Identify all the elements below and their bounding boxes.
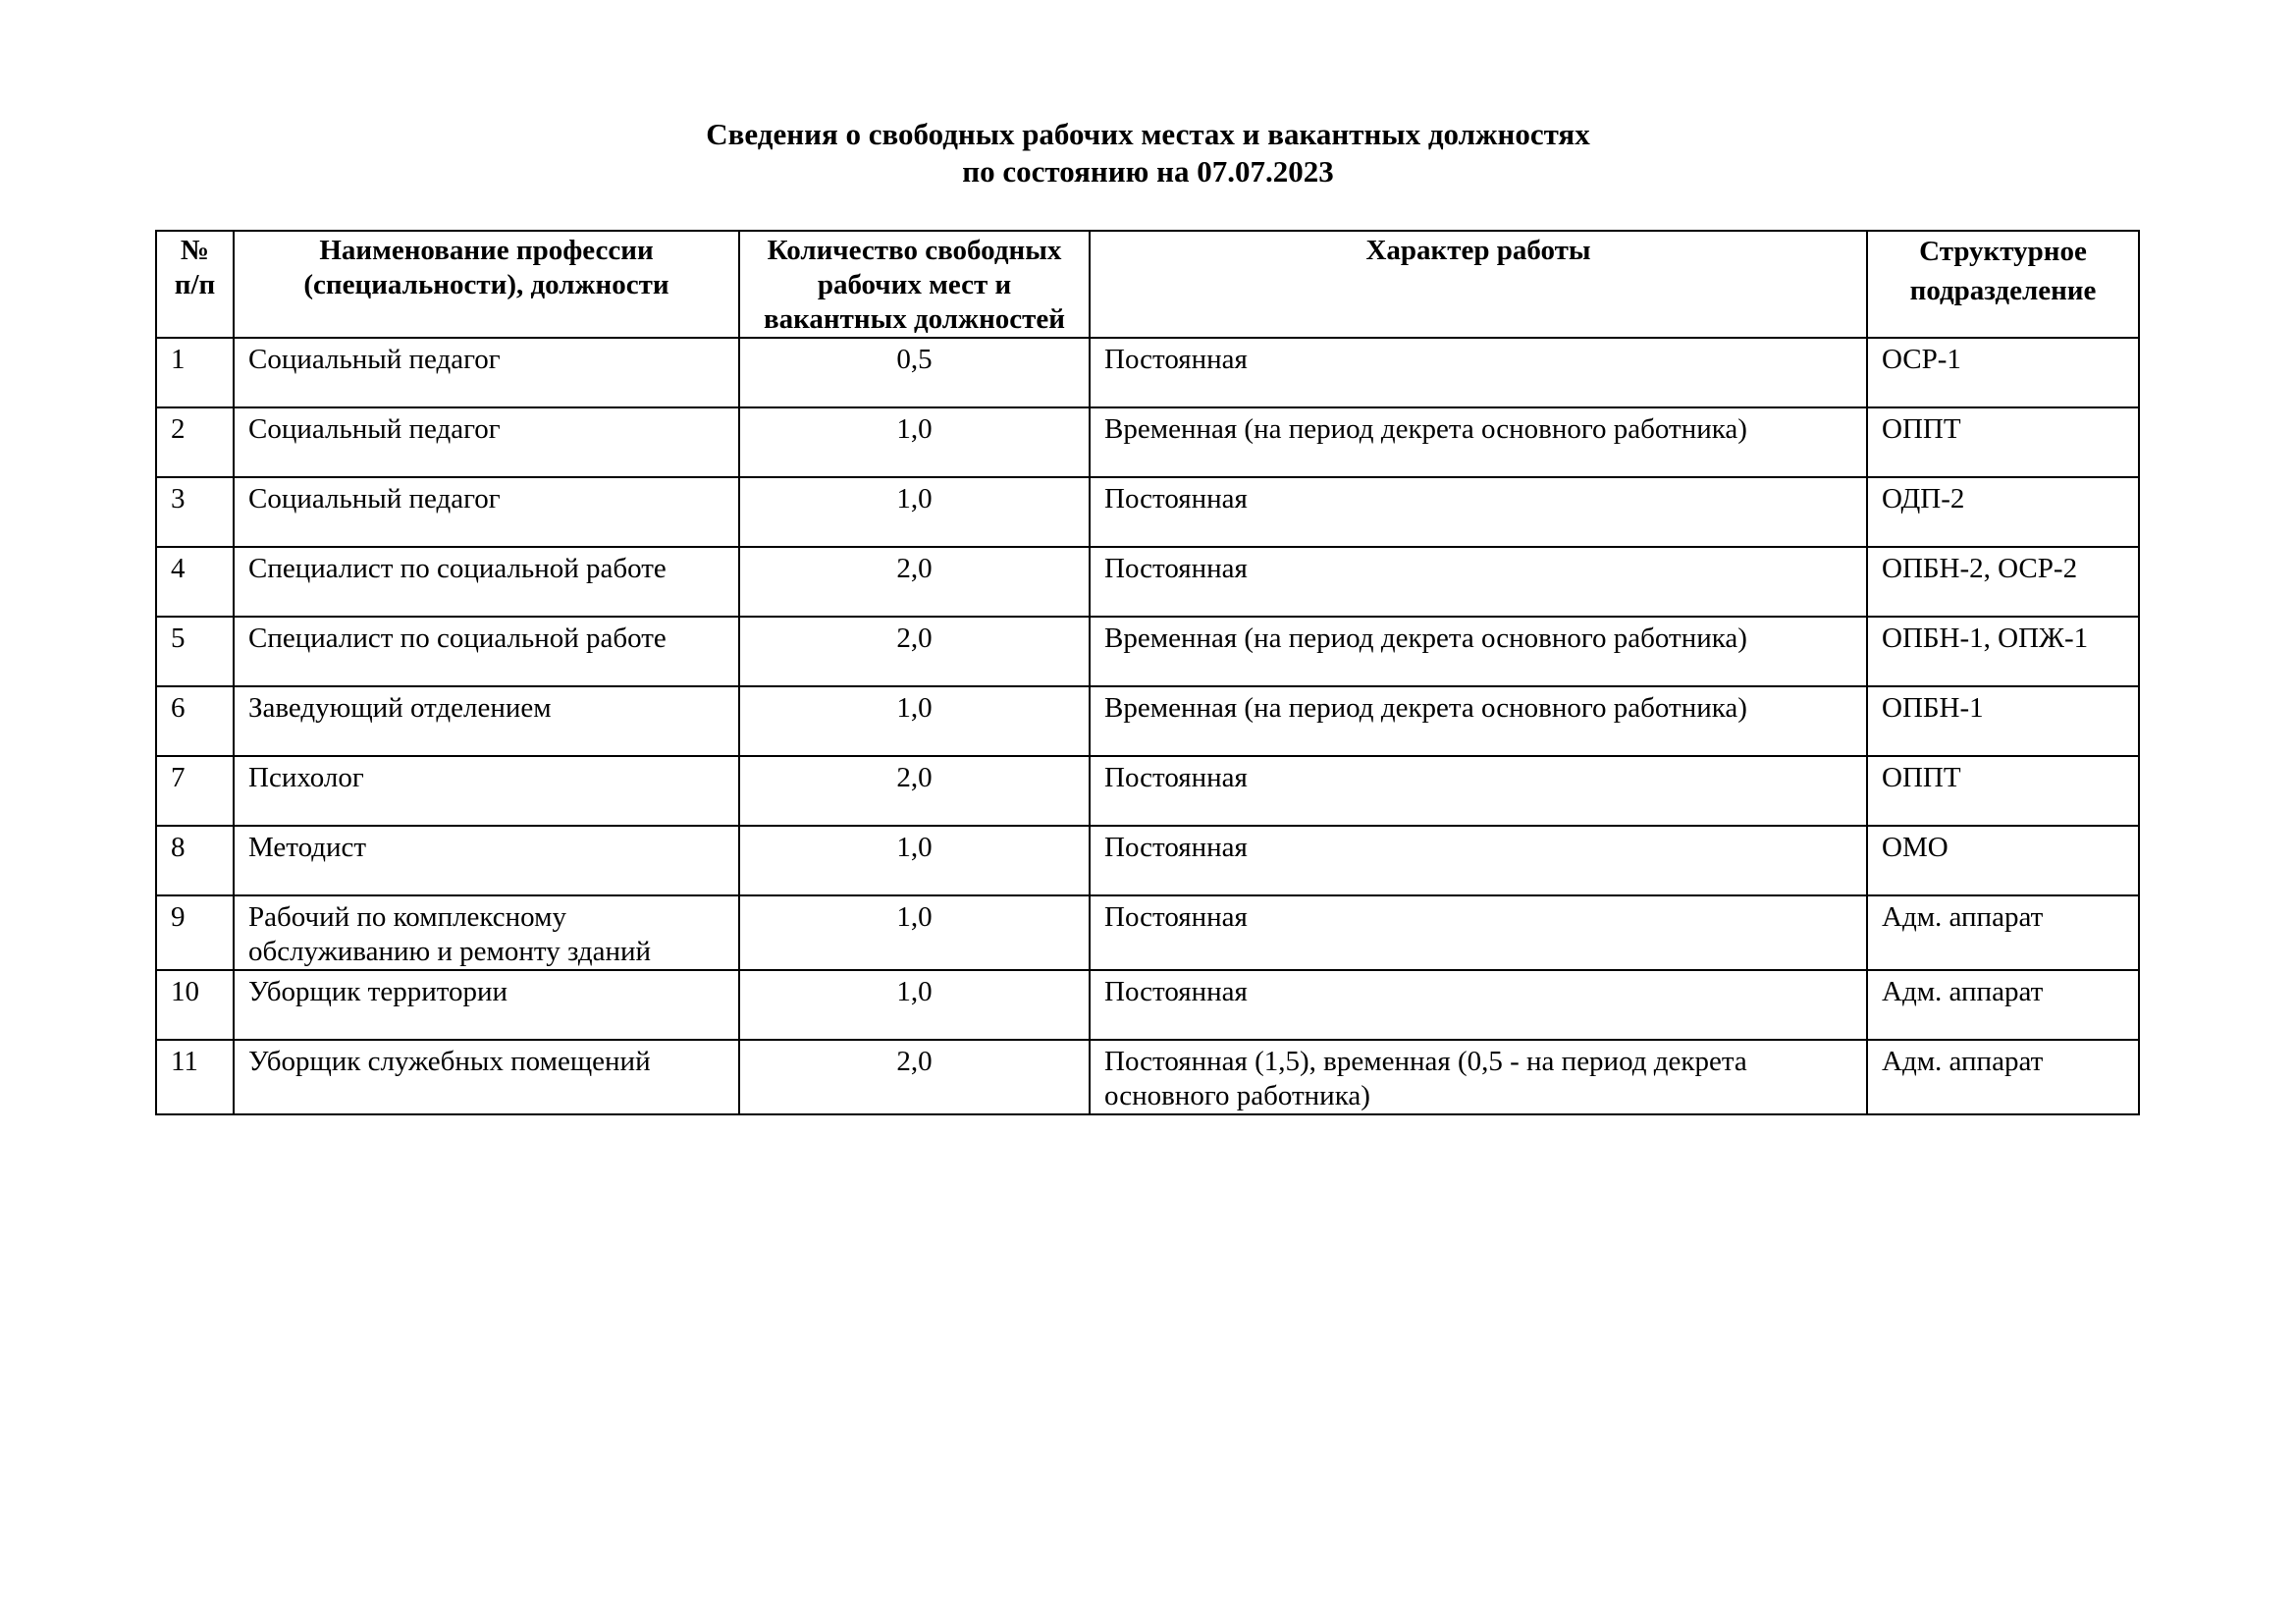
- row-work-type: Постоянная: [1090, 895, 1867, 970]
- row-quantity: 2,0: [739, 617, 1090, 686]
- row-quantity: 2,0: [739, 547, 1090, 617]
- table-row: [156, 477, 2139, 547]
- table-row: [156, 895, 2139, 970]
- row-number: 10: [156, 970, 234, 1040]
- row-number: 7: [156, 756, 234, 826]
- row-number: 6: [156, 686, 234, 756]
- row-quantity: 1,0: [739, 970, 1090, 1040]
- header-quantity: Количество свободных рабочих мест и вакантных должностей: [739, 231, 1090, 338]
- table-body: [156, 338, 2139, 1114]
- row-work-type: Постоянная (1,5), временная (0,5 - на период декрета основного работника): [1090, 1040, 1867, 1114]
- row-work-type: Временная (на период декрета основного работника): [1090, 407, 1867, 477]
- row-department: ОПБН-2, ОСР-2: [1867, 547, 2139, 617]
- row-profession: Специалист по социальной работе: [234, 547, 739, 617]
- row-profession: Социальный педагог: [234, 338, 739, 407]
- row-number: 5: [156, 617, 234, 686]
- table-row: [156, 970, 2139, 1040]
- table-row: [156, 1040, 2139, 1114]
- row-work-type: Постоянная: [1090, 970, 1867, 1040]
- row-profession: Психолог: [234, 756, 739, 826]
- row-work-type: Постоянная: [1090, 547, 1867, 617]
- row-quantity: 1,0: [739, 826, 1090, 895]
- row-department: Адм. аппарат: [1867, 895, 2139, 970]
- row-department: Адм. аппарат: [1867, 1040, 2139, 1114]
- row-quantity: 1,0: [739, 477, 1090, 547]
- row-work-type: Постоянная: [1090, 338, 1867, 407]
- header-work-type: Характер работы: [1090, 231, 1867, 338]
- row-quantity: 0,5: [739, 338, 1090, 407]
- row-profession: Рабочий по комплексному обслуживанию и ремонту зданий: [234, 895, 739, 970]
- row-department: ОПБН-1, ОПЖ-1: [1867, 617, 2139, 686]
- row-department: ОДП-2: [1867, 477, 2139, 547]
- row-profession: Уборщик территории: [234, 970, 739, 1040]
- row-profession: Методист: [234, 826, 739, 895]
- row-quantity: 1,0: [739, 407, 1090, 477]
- title-line-2: по состоянию на 07.07.2023: [962, 154, 1334, 189]
- table-row: [156, 407, 2139, 477]
- row-number: 9: [156, 895, 234, 970]
- row-work-type: Временная (на период декрета основного работника): [1090, 617, 1867, 686]
- row-number: 4: [156, 547, 234, 617]
- table-row: [156, 756, 2139, 826]
- vacancies-table: [155, 230, 2140, 1115]
- document-title: [0, 116, 2296, 190]
- row-profession: Уборщик служебных помещений: [234, 1040, 739, 1114]
- row-work-type: Временная (на период декрета основного работника): [1090, 686, 1867, 756]
- row-profession: Специалист по социальной работе: [234, 617, 739, 686]
- row-department: ОППТ: [1867, 756, 2139, 826]
- table-row: [156, 686, 2139, 756]
- table-row: [156, 826, 2139, 895]
- row-quantity: 2,0: [739, 756, 1090, 826]
- title-line-1: Сведения о свободных рабочих местах и вакантных должностях: [706, 117, 1590, 151]
- header-department: Структурное подразделение: [1867, 231, 2139, 338]
- row-department: ОППТ: [1867, 407, 2139, 477]
- row-quantity: 2,0: [739, 1040, 1090, 1114]
- row-profession: Заведующий отделением: [234, 686, 739, 756]
- table-row: [156, 338, 2139, 407]
- table-row: [156, 617, 2139, 686]
- row-department: Адм. аппарат: [1867, 970, 2139, 1040]
- row-number: 3: [156, 477, 234, 547]
- row-number: 2: [156, 407, 234, 477]
- row-profession: Социальный педагог: [234, 407, 739, 477]
- row-number: 11: [156, 1040, 234, 1114]
- header-number: № п/п: [156, 231, 234, 338]
- row-quantity: 1,0: [739, 895, 1090, 970]
- row-work-type: Постоянная: [1090, 477, 1867, 547]
- row-number: 1: [156, 338, 234, 407]
- row-number: 8: [156, 826, 234, 895]
- row-department: ОМО: [1867, 826, 2139, 895]
- row-quantity: 1,0: [739, 686, 1090, 756]
- table-header-row: [156, 231, 2139, 338]
- header-profession: Наименование профессии (специальности), должности: [234, 231, 739, 338]
- table-row: [156, 547, 2139, 617]
- row-department: ОПБН-1: [1867, 686, 2139, 756]
- row-work-type: Постоянная: [1090, 756, 1867, 826]
- row-work-type: Постоянная: [1090, 826, 1867, 895]
- row-department: ОСР-1: [1867, 338, 2139, 407]
- row-profession: Социальный педагог: [234, 477, 739, 547]
